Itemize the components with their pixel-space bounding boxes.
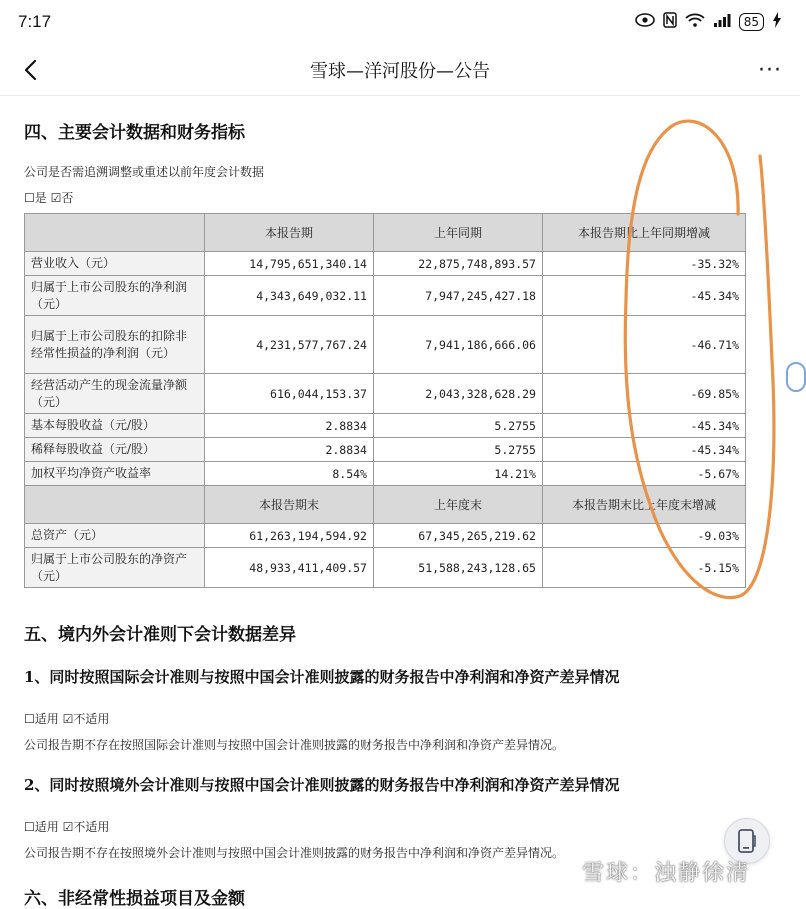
- eye-icon: [635, 13, 655, 31]
- battery-icon: 85: [739, 13, 764, 31]
- prior-value: 22,875,748,893.57: [373, 252, 542, 276]
- section6-title: 六、非经常性损益项目及金额: [24, 889, 245, 909]
- section5-sub1: 1、同时按照国际会计准则与按照中国会计准则披露的财务报告中净利润和净资产差异情况: [24, 668, 620, 686]
- change-value: -35.32%: [542, 252, 745, 276]
- table-header-cell: 本报告期: [205, 214, 374, 252]
- chevron-left-icon: [23, 59, 37, 81]
- nfc-icon: [663, 12, 677, 32]
- watermark: 雪球：浊静徐清: [582, 861, 751, 886]
- current-value: 4,231,577,767.24: [205, 316, 374, 374]
- table-header-cell: 本报告期末比上年度末增减: [542, 486, 745, 524]
- row-label: 稀释每股收益（元/股）: [25, 438, 205, 462]
- signal-icon: [713, 13, 731, 31]
- table-row: [25, 548, 746, 588]
- section5-title: 五、境内外会计准则下会计数据差异: [24, 625, 296, 645]
- wifi-icon: [685, 13, 705, 31]
- document: [0, 96, 800, 909]
- change-value: -5.67%: [542, 462, 745, 486]
- status-bar: [0, 0, 800, 44]
- prior-value: 7,947,245,427.18: [373, 276, 542, 316]
- current-value: 8.54%: [205, 462, 374, 486]
- table-header-row: [25, 486, 746, 524]
- table-header-row: [25, 214, 746, 252]
- table-row: [25, 462, 746, 486]
- page-title: 雪球—洋河股份—公告: [310, 60, 490, 82]
- row-label: 归属于上市公司股东的扣除非经常性损益的净利润（元）: [25, 316, 205, 374]
- current-value: 61,263,194,594.92: [205, 524, 374, 548]
- change-value: -46.71%: [542, 316, 745, 374]
- back-button[interactable]: [14, 54, 46, 86]
- sub2-options: ☐适用 ☑不适用: [24, 820, 110, 834]
- more-button[interactable]: ···: [758, 57, 782, 83]
- table-header-cell: 上年度末: [373, 486, 542, 524]
- side-drawer-handle[interactable]: [786, 362, 806, 392]
- prior-value: 5.2755: [373, 414, 542, 438]
- row-label: 加权平均净资产收益率: [25, 462, 205, 486]
- row-label: 总资产（元）: [25, 524, 205, 548]
- restatement-options: ☐是 ☑否: [24, 191, 74, 205]
- current-value: 4,343,649,032.11: [205, 276, 374, 316]
- change-value: -45.34%: [542, 414, 745, 438]
- row-label: 基本每股收益（元/股）: [25, 414, 205, 438]
- table-row: [25, 316, 746, 374]
- table-row: [25, 524, 746, 548]
- current-value: 2.8834: [205, 414, 374, 438]
- change-value: -45.34%: [542, 438, 745, 462]
- table-header-cell: 本报告期比上年同期增减: [542, 214, 745, 252]
- change-value: -5.15%: [542, 548, 745, 588]
- table-row: [25, 438, 746, 462]
- change-value: -9.03%: [542, 524, 745, 548]
- prior-value: 67,345,265,219.62: [373, 524, 542, 548]
- table-row: [25, 276, 746, 316]
- row-label: 营业收入（元）: [25, 252, 205, 276]
- row-label: 归属于上市公司股东的净利润（元）: [25, 276, 205, 316]
- prior-value: 7,941,186,666.06: [373, 316, 542, 374]
- table-header-cell: 本报告期末: [205, 486, 374, 524]
- prior-value: 5.2755: [373, 438, 542, 462]
- prior-value: 51,588,243,128.65: [373, 548, 542, 588]
- nav-bar: [0, 44, 800, 96]
- current-value: 616,044,153.37: [205, 374, 374, 414]
- change-value: -69.85%: [542, 374, 745, 414]
- phone-icon: [737, 828, 757, 854]
- charging-icon: [772, 12, 782, 32]
- table-header-cell: [25, 486, 205, 524]
- sub2-text: 公司报告期不存在按照境外会计准则与按照中国会计准则披露的财务报告中净利润和净资产差异情况。: [24, 846, 565, 860]
- row-label: 归属于上市公司股东的净资产（元）: [25, 548, 205, 588]
- restatement-question: 公司是否需追溯调整或重述以前年度会计数据: [24, 165, 265, 179]
- table-header-cell: 上年同期: [373, 214, 542, 252]
- status-time: 7:17: [18, 12, 52, 31]
- section5-sub2: 2、同时按照境外会计准则与按照中国会计准则披露的财务报告中净利润和净资产差异情况: [24, 776, 620, 794]
- sub1-text: 公司报告期不存在按照国际会计准则与按照中国会计准则披露的财务报告中净利润和净资产差异情况。: [24, 738, 565, 752]
- current-value: 2.8834: [205, 438, 374, 462]
- row-label: 经营活动产生的现金流量净额（元）: [25, 374, 205, 414]
- sub1-options: ☐适用 ☑不适用: [24, 712, 110, 726]
- table-row: [25, 252, 746, 276]
- table-row: [25, 414, 746, 438]
- section4-title: 四、主要会计数据和财务指标: [24, 123, 245, 143]
- table-header-cell: [25, 214, 205, 252]
- current-value: 48,933,411,409.57: [205, 548, 374, 588]
- financial-table: [24, 213, 746, 588]
- prior-value: 14.21%: [373, 462, 542, 486]
- current-value: 14,795,651,340.14: [205, 252, 374, 276]
- change-value: -45.34%: [542, 276, 745, 316]
- status-icons: [635, 12, 782, 32]
- prior-value: 2,043,328,628.29: [373, 374, 542, 414]
- table-row: [25, 374, 746, 414]
